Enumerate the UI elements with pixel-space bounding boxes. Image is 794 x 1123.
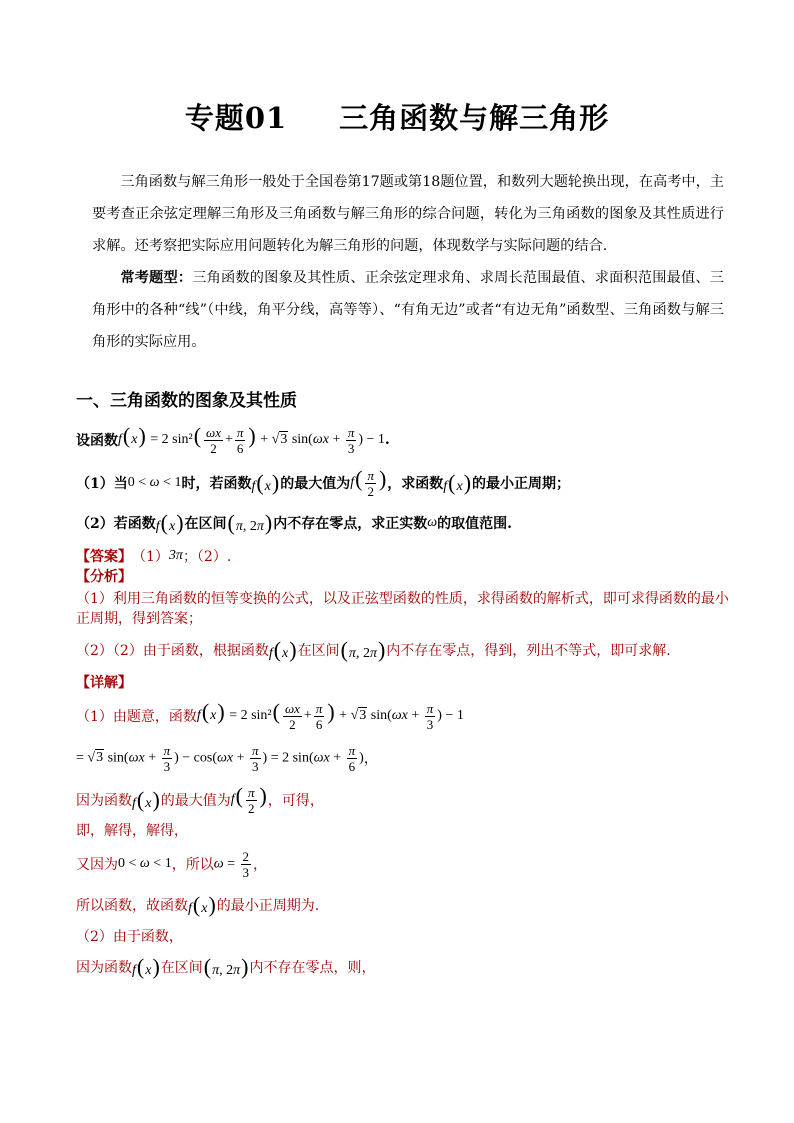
detail-line-3-a: 因为函数 — [76, 793, 132, 809]
q1-text-c: 的最大值为 — [280, 476, 351, 492]
q1-text-d: ，求函数 — [387, 476, 444, 492]
fx-symbol: f(x) — [251, 469, 280, 495]
fx-symbol: f(x) — [268, 636, 297, 662]
question-1 — [76, 466, 726, 500]
f-pi-over-2: f( $\frac{\pi}{2}$ ) — [230, 783, 267, 816]
q2-text-a: （2）若函数 — [76, 516, 156, 532]
interval-pi-2pi: (π, 2π) — [340, 636, 386, 662]
fx-symbol: f(x) — [132, 786, 160, 812]
analysis-line-3 — [76, 637, 726, 663]
title-topic-name: 三角函数与解三角形 — [339, 101, 610, 135]
page-title — [0, 96, 794, 137]
detail-line-1 — [76, 696, 726, 736]
q1-text-a: （1）当 — [76, 476, 128, 492]
section-heading: 一、三角函数的图象及其性质 — [76, 391, 297, 411]
detail-line-5-a: 又因为 — [76, 857, 118, 873]
f-pi-over-2: f( $\frac{\pi}{2}$ ) — [350, 466, 387, 499]
q2-text-b: 在区间 — [184, 516, 227, 532]
q2-text-d: 的取值范围. — [437, 516, 512, 532]
detail-line-6-b: 的最小正周期为. — [216, 898, 320, 914]
detail-line-5-c: ， — [253, 857, 267, 873]
detail-line-5 — [76, 844, 726, 884]
answer-value-1: 3π — [168, 548, 183, 563]
answer-text-1: （1） — [132, 549, 169, 565]
analysis-line-3-a: （2）（2）由于函数，根据函数 — [76, 643, 269, 659]
detail-line-6-a: 所以函数，故函数 — [76, 898, 188, 914]
answer-label: 【答案】 — [76, 549, 132, 565]
fx-symbol: f(x) — [188, 891, 216, 917]
detail-line-3-c: ，可得， — [267, 793, 324, 809]
function-formula: f(x) = 2 sin²( $\frac{\omega x}{2}$ + $\frac{\pi}{6}$ ) + √3 sin(ωx + $\frac{\pi}{3}$ ) − 1 — [118, 423, 385, 456]
omega-condition: 0 < ω < 1 — [127, 475, 182, 490]
detail-line-5-b: ，所以 — [171, 857, 214, 873]
analysis-line-3-c: 内不存在零点，得到，列出不等式，即可求解. — [386, 643, 671, 659]
detail-line-8 — [76, 954, 726, 980]
q2-text-c: 内不存在零点，求正实数 — [273, 516, 428, 532]
common-question-types-text: 三角函数的图象及其性质、正余弦定理求角、求周长范围最值、求面积范围最值、三角形中的各种“线”（中线，角平分线，高等等）、“有角无边”或者“有边无角”函数型、三角函数与解三角形的实际应用。 — [92, 270, 724, 350]
q1-text-e: 的最小正周期； — [472, 476, 571, 492]
omega-value: ω = $\frac{2}{3}$ — [213, 848, 249, 880]
q1-text-b: 时，若函数 — [181, 476, 252, 492]
detail-label: 【详解】 — [76, 675, 132, 691]
analysis-label: 【分析】 — [76, 569, 132, 585]
detail-line-4: 即，解得，解得， — [76, 823, 188, 839]
detail-line-8-a: 因为函数 — [76, 960, 132, 976]
omega-condition: 0 < ω < 1 — [118, 856, 172, 871]
analysis-line-3-b: 在区间 — [297, 643, 340, 659]
detail-line-8-c: 内不存在零点，则， — [249, 960, 376, 976]
detail-line-2: = √3 sin(ωx + $\frac{\pi}{3}$ ) − cos(ωx + $\frac{\pi}{3}$ ) = 2 sin(ωx + $\frac{\pi}{6}$ ) ， — [76, 742, 378, 774]
problem-lead: 设函数 — [76, 433, 118, 449]
detail-line-8-b: 在区间 — [160, 960, 203, 976]
detail-line-7: （2）由于函数， — [76, 929, 183, 945]
fx-symbol: f(x) — [443, 469, 472, 495]
fx-symbol: f(x) — [155, 509, 184, 535]
answer-text-2: ；（2）. — [182, 549, 232, 565]
detail-line-3 — [76, 784, 726, 816]
detail-line-6 — [76, 892, 726, 918]
question-2 — [76, 508, 726, 538]
detail-line-3-b: 的最大值为 — [160, 793, 231, 809]
problem-statement: 设函数 f(x) = 2 sin²( $\frac{\omega x}{2}$ + $\frac{\pi}{6}$ ) + √3 sin(ωx + $\frac{\pi}{3}$ ) − 1 . — [76, 423, 390, 456]
detail-line-1-text: （1）由题意，函数 — [76, 709, 197, 725]
answer-line — [76, 546, 726, 566]
common-question-types — [92, 262, 724, 358]
interval-pi-2pi: (π, 2π) — [227, 509, 273, 535]
common-question-types-label: 常考题型： — [120, 270, 193, 286]
analysis-line-1: （1）利用三角函数的恒等变换的公式，以及正弦型函数的性质，求得函数的解析式，即可求得函数的最小 — [76, 591, 729, 607]
title-topic-number: 专题01 — [184, 101, 288, 135]
fx-symbol: f(x) — [132, 953, 160, 979]
simplified-formula: = √3 sin(ωx + $\frac{\pi}{3}$ ) − cos(ωx + $\frac{\pi}{3}$ ) = 2 sin(ωx + $\frac{\pi}{6}$ ) — [76, 742, 364, 774]
analysis-line-2: 正周期，得到答案； — [76, 611, 202, 627]
intro-paragraph: 三角函数与解三角形一般处于全国卷第17题或第18题位置，和数列大题轮换出现，在高考中，主要考查正余弦定理解三角形及三角函数与解三角形的综合问题，转化为三角函数的图象及其性质进行求解。还考察把实际应用问题转化为解三角形的问题，体现数学与实际问题的结合. — [92, 174, 724, 254]
interval-pi-2pi: (π, 2π) — [203, 953, 249, 979]
function-formula-detail: f(x) = 2 sin²( $\frac{\omega x}{2}$ + $\frac{\pi}{6}$ ) + √3 sin(ωx + $\frac{\pi}{3}$ ) − 1 — [196, 699, 464, 732]
omega-symbol: ω — [427, 515, 438, 530]
